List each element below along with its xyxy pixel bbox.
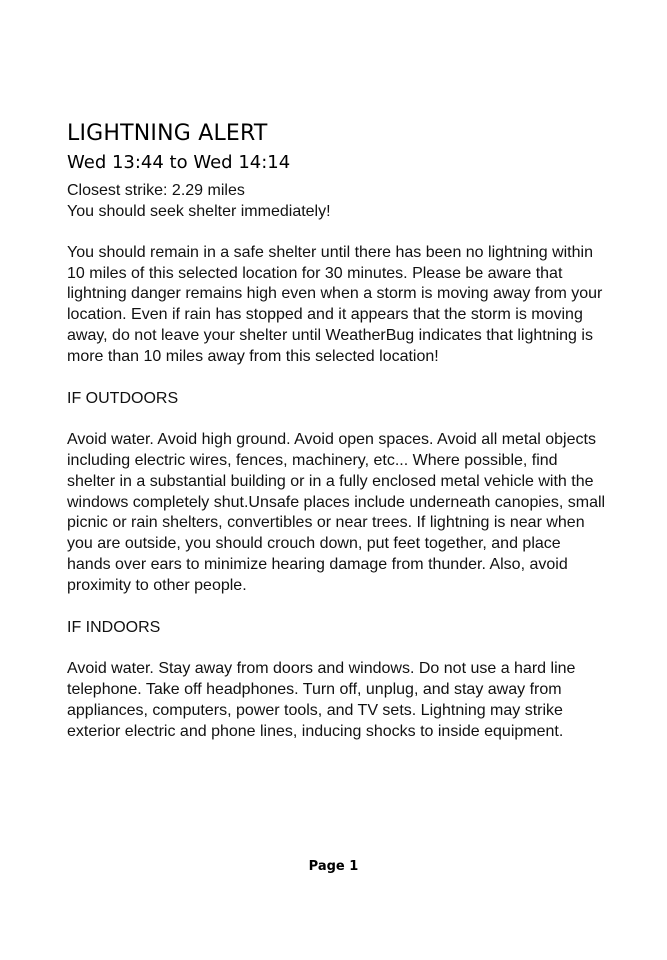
spacer (67, 409, 607, 430)
spacer (67, 222, 607, 243)
alert-time-range: Wed 13:44 to Wed 14:14 (67, 152, 291, 173)
outdoors-paragraph: Avoid water. Avoid high ground. Avoid open spaces. Avoid all metal objects including electric wires, fences, machinery, etc... Where possible, find shelter in a substantial building or in a fully enclosed metal vehicle with the windows completely shut.Unsafe places include underneath canopies, small picnic or rain shelters, convertibles or near trees. If lightning is near when you are outside, you should crouch down, put feet together, and place hands over ears to minimize hearing damage from thunder. Also, avoid proximity to other people. (67, 431, 606, 594)
spacer (67, 368, 607, 389)
intro-paragraph: You should remain in a safe shelter until there has been no lightning within 10 miles of this selected location for 30 minutes. Please be aware that lightning danger remains high even when a storm is moving away from your location. Even if rain has stopped and it appears that the storm is moving away, do not leave your shelter until WeatherBug indicates that lightning is more than 10 miles away from this selected location! (67, 243, 603, 365)
closest-strike: Closest strike: 2.29 miles (67, 182, 245, 199)
page-number: Page 1 (308, 859, 359, 874)
outdoors-heading: IF OUTDOORS (67, 390, 179, 408)
indoors-paragraph: Avoid water. Stay away from doors and windows. Do not use a hard line telephone. Take off headphones. Turn off, unplug, and stay away from appliances, computers, power tools, and TV sets. Lightning may strike exterior electric and phone lines, inducing shocks to inside equipment. (67, 660, 576, 740)
shelter-instruction: You should seek shelter immediately! (67, 203, 331, 220)
spacer (67, 597, 607, 618)
indoors-heading: IF INDOORS (67, 619, 161, 637)
alert-title: LIGHTNING ALERT (67, 121, 268, 146)
spacer (67, 638, 607, 659)
alert-content (67, 119, 607, 742)
